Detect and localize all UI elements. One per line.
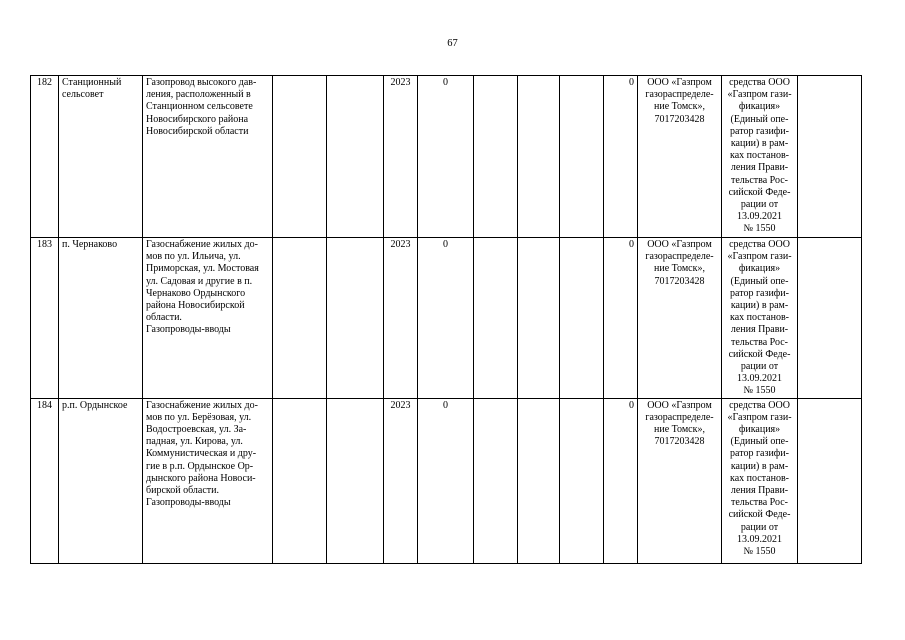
year-cell: 2023 [384,398,418,563]
value-cell: 0 [604,238,638,399]
empty-cell [518,238,560,399]
object-cell: Газоснабжение жилых до- мов по ул. Берёзовая, ул. Водостроевская, ул. За- падная, ул. Кирова, ул. Коммунистическая и дру- гие в р.п. Ордынское Ор- дынского района Новоси- бирской области. Газопроводы-вводы [143,398,273,563]
page-number: 67 [447,38,458,49]
gasification-table [30,75,862,564]
funding-source-cell: средства ООО «Газпром гази- фикация» (Единый опе- ратор газифи- кации) в рам- ках постанов- ления Прави- тельства Рос- сийской Феде- рации от 13.09.2021 № 1550 [722,76,798,238]
empty-cell [798,398,862,563]
organization-cell: ООО «Газпром газораспределе- ние Томск», 7017203428 [638,76,722,238]
empty-cell [273,76,327,238]
row-number: 184 [31,398,59,563]
empty-cell [560,398,604,563]
empty-cell [327,76,384,238]
empty-cell [474,238,518,399]
settlement-cell: р.п. Ордынское [59,398,143,563]
funding-source-cell: средства ООО «Газпром гази- фикация» (Единый опе- ратор газифи- кации) в рам- ках постанов- ления Прави- тельства Рос- сийской Феде- рации от 13.09.2021 № 1550 [722,238,798,399]
organization-cell: ООО «Газпром газораспределе- ние Томск», 7017203428 [638,238,722,399]
funding-source-cell: средства ООО «Газпром гази- фикация» (Единый опе- ратор газифи- кации) в рам- ках постанов- ления Прави- тельства Рос- сийской Феде- рации от 13.09.2021 № 1550 [722,398,798,563]
year-cell: 2023 [384,76,418,238]
empty-cell [798,238,862,399]
row-number: 182 [31,76,59,238]
table-row [31,398,862,563]
value-cell: 0 [418,398,474,563]
value-cell: 0 [604,76,638,238]
empty-cell [518,398,560,563]
settlement-cell: Станционный сельсовет [59,76,143,238]
empty-cell [474,76,518,238]
empty-cell [327,398,384,563]
settlement-cell: п. Чернаково [59,238,143,399]
empty-cell [798,76,862,238]
value-cell: 0 [418,238,474,399]
object-cell: Газопровод высокого дав- ления, расположенный в Станционном сельсовете Новосибирского района Новосибирской области [143,76,273,238]
empty-cell [560,76,604,238]
value-cell: 0 [604,398,638,563]
empty-cell [560,238,604,399]
empty-cell [273,398,327,563]
year-cell: 2023 [384,238,418,399]
table-row [31,238,862,399]
value-cell: 0 [418,76,474,238]
organization-cell: ООО «Газпром газораспределе- ние Томск», 7017203428 [638,398,722,563]
empty-cell [273,238,327,399]
empty-cell [327,238,384,399]
object-cell: Газоснабжение жилых до- мов по ул. Ильича, ул. Приморская, ул. Мостовая ул. Садовая и другие в п. Чернаково Ордынского района Новосибирской области. Газопроводы-вводы [143,238,273,399]
table-row [31,76,862,238]
empty-cell [474,398,518,563]
empty-cell [518,76,560,238]
row-number: 183 [31,238,59,399]
